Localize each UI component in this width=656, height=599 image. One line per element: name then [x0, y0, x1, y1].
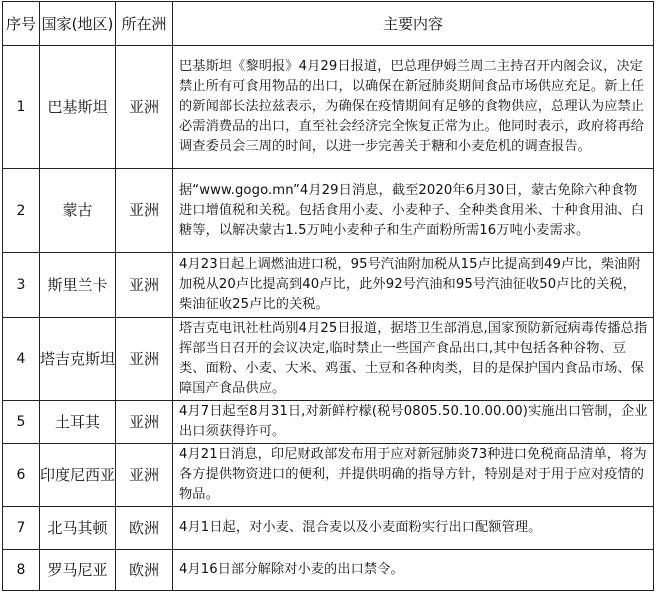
row-continent: 亚洲 [116, 46, 173, 169]
row-content: 4月23日起上调燃油进口税，95号汽油附加税从15卢比提高到49卢比，柴油附加税从20卢比提高到40卢比，此外92号汽油和95号汽油征收50卢比的关税，柴油征收25卢比的关税。 [173, 253, 654, 318]
row-country: 塔吉克斯坦 [40, 318, 116, 401]
row-number: 5 [3, 401, 40, 444]
table-row [3, 318, 654, 401]
row-continent: 亚洲 [116, 401, 173, 444]
header-seq: 序号 [3, 2, 40, 46]
row-continent: 亚洲 [116, 444, 173, 507]
row-content: 4月7日起至8月31日,对新鲜柠檬(税号0805.50.10.00.00)实施出口管制，企业出口须获得许可。 [173, 401, 654, 444]
row-content: 4月21日消息，印尼财政部发布用于应对新冠肺炎73种进口免税商品清单，将为各方提供物资进口的便利，并提供明确的指导方针，特别是对于用于应对疫情的物品。 [173, 444, 654, 507]
row-country: 斯里兰卡 [40, 253, 116, 318]
row-content: 塔吉克电讯社杜尚别4月25日报道，据塔卫生部消息,国家预防新冠病毒传播总指挥部当日召开的会议决定,临时禁止一些国产食品出口,其中包括各种谷物、豆类、面粉、小麦、大米、鸡蛋、土豆和各种肉类，目的是保护国内食品市场、保障国产食品供应。 [173, 318, 654, 401]
row-continent: 亚洲 [116, 169, 173, 253]
row-content: 据“www.gogo.mn”4月29日消息，截至2020年6月30日，蒙古免除六种食物进口增值税和关税。包括食用小麦、小麦种子、全种类食用米、十种食用油、白糖等，以解决蒙古1.5万吨小麦种子和生产面粉所需16万吨小麦需求。 [173, 169, 654, 253]
table-row [3, 253, 654, 318]
row-country: 罗马尼亚 [40, 550, 116, 591]
row-number: 8 [3, 550, 40, 591]
row-country: 蒙古 [40, 169, 116, 253]
row-continent: 亚洲 [116, 253, 173, 318]
row-continent: 欧洲 [116, 507, 173, 550]
row-continent: 亚洲 [116, 318, 173, 401]
row-content: 巴基斯坦《黎明报》4月29日报道，巴总理伊姆兰周二主持召开内阁会议，决定禁止所有可食用物品的出口，以确保在新冠肺炎期间食品市场供应充足。新上任的新闻部长法拉兹表示，为确保在疫情期间有足够的食物供应，总理认为应禁止必需消费品的出口，直至社会经济完全恢复正常为止。他同时表示，政府将再给调查委员会三周的时间，以进一步完善关于糖和小麦危机的调查报告。 [173, 46, 654, 169]
row-country: 印度尼西亚 [40, 444, 116, 507]
table-row [3, 169, 654, 253]
table-row [3, 507, 654, 550]
row-country: 巴基斯坦 [40, 46, 116, 169]
export-policy-table [2, 1, 654, 591]
table-row [3, 444, 654, 507]
row-number: 2 [3, 169, 40, 253]
row-content: 4月16日部分解除对小麦的出口禁令。 [173, 550, 654, 591]
row-country: 北马其顿 [40, 507, 116, 550]
header-content: 主要内容 [173, 2, 654, 46]
table-row [3, 46, 654, 169]
row-content: 4月1日起，对小麦、混合麦以及小麦面粉实行出口配额管理。 [173, 507, 654, 550]
table-header-row [3, 2, 654, 46]
row-number: 3 [3, 253, 40, 318]
row-number: 4 [3, 318, 40, 401]
row-continent: 欧洲 [116, 550, 173, 591]
row-number: 6 [3, 444, 40, 507]
row-number: 7 [3, 507, 40, 550]
header-country: 国家(地区) [40, 2, 116, 46]
table-row [3, 401, 654, 444]
row-number: 1 [3, 46, 40, 169]
row-country: 土耳其 [40, 401, 116, 444]
table-row [3, 550, 654, 591]
policy-table-container [2, 1, 654, 591]
header-continent: 所在洲 [116, 2, 173, 46]
